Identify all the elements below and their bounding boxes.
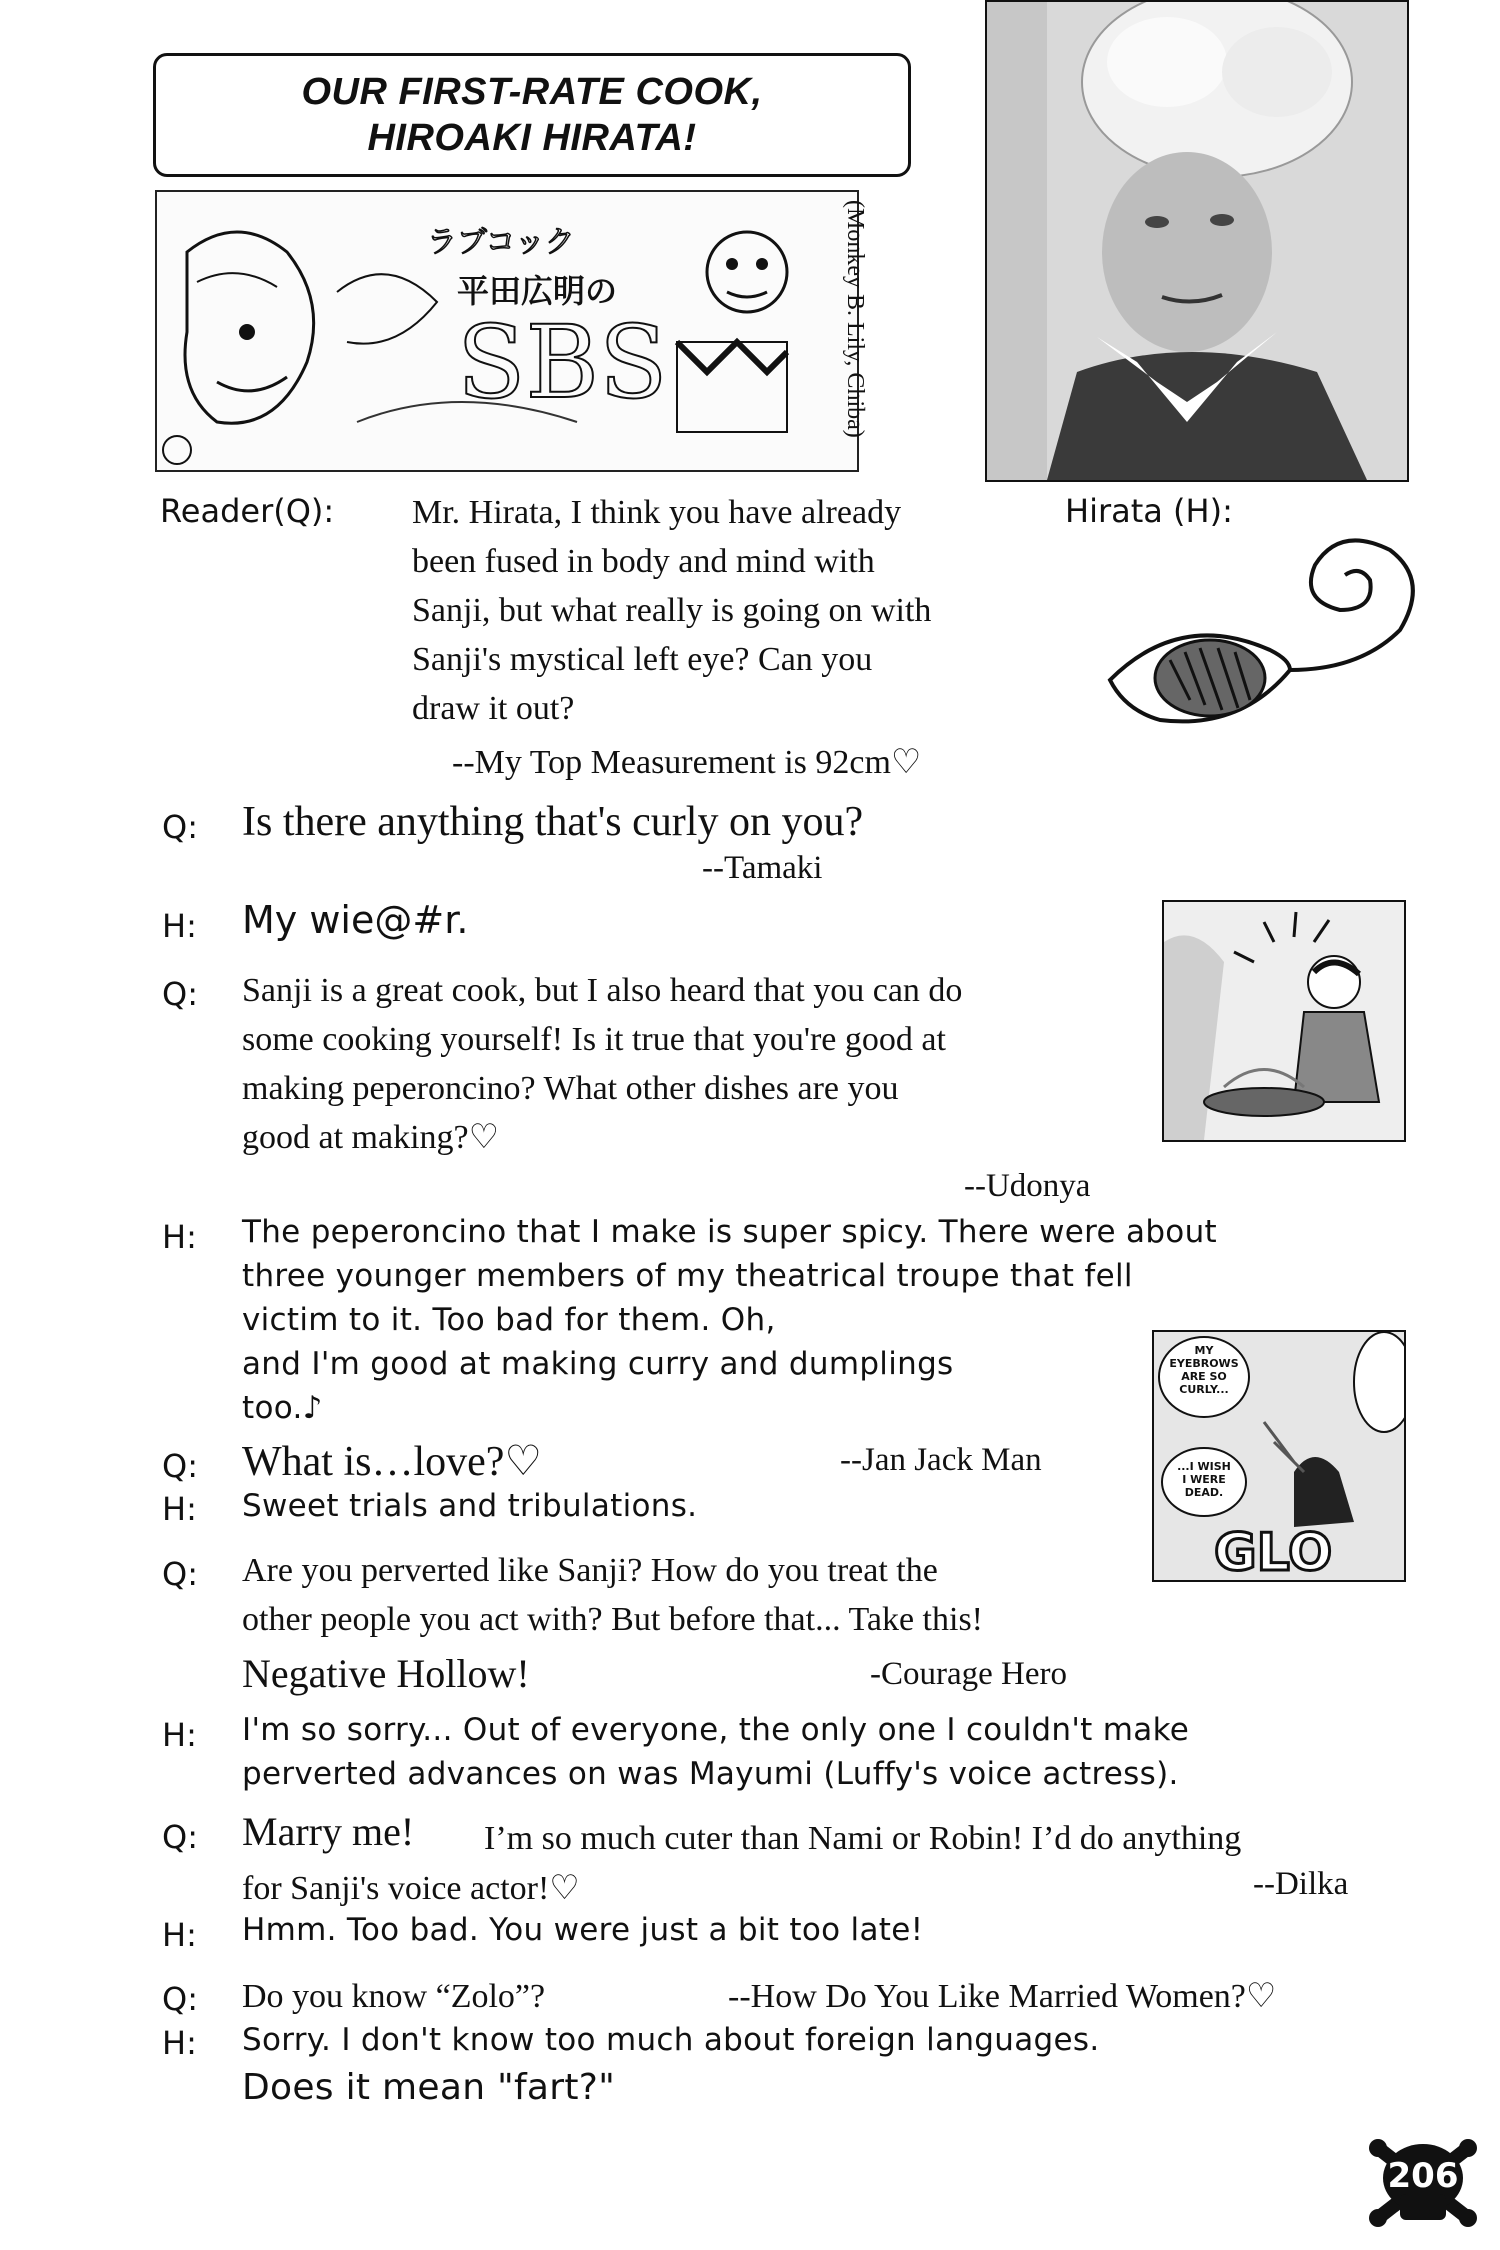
q1-line: Sanji, but what really is going on with xyxy=(412,592,932,629)
reader-label: Reader(Q): xyxy=(160,492,335,530)
q3-line: good at making?♡ xyxy=(242,1119,500,1156)
q5-special: Negative Hollow! xyxy=(242,1651,530,1696)
bubble-2-line: ...I WISH xyxy=(1177,1460,1231,1473)
q5-line: Are you perverted like Sanji? How do you treat the xyxy=(242,1552,938,1589)
q7-label: Q: xyxy=(162,1980,198,2018)
h7-label: H: xyxy=(162,2024,197,2062)
q1-line: Sanji's mystical left eye? Can you xyxy=(412,641,873,678)
h5-line: I'm so sorry... Out of everyone, the only one I couldn't make xyxy=(242,1712,1190,1748)
h3-line: and I'm good at making curry and dumplings xyxy=(242,1346,954,1382)
panel-cooking-illustration xyxy=(1164,902,1404,1140)
h7-line: Does it mean "fart?" xyxy=(242,2067,616,2108)
q4-text: What is…love?♡ xyxy=(242,1439,543,1485)
q1-line: draw it out? xyxy=(412,690,575,727)
title-box xyxy=(153,53,911,177)
h4-label: H: xyxy=(162,1490,197,1528)
h6-text: Hmm. Too bad. You were just a bit too late! xyxy=(242,1912,924,1948)
q3-line: making peperoncino? What other dishes are you xyxy=(242,1070,899,1107)
speech-bubble-2 xyxy=(1164,1460,1244,1499)
q6-lead: Marry me! xyxy=(242,1809,415,1854)
bubble-1-line: EYEBROWS xyxy=(1169,1357,1239,1370)
q2-label: Q: xyxy=(162,808,198,846)
speech-bubble-1 xyxy=(1164,1344,1244,1396)
q3-signature: --Udonya xyxy=(964,1168,1091,1204)
q2-text: Is there anything that's curly on you? xyxy=(242,799,864,845)
title-line-2: HIROAKI HIRATA! xyxy=(367,117,697,159)
sbs-banner-drawing xyxy=(155,190,859,472)
page-number-badge xyxy=(1368,2128,1478,2238)
h3-line: victim to it. Too bad for them. Oh, xyxy=(242,1302,776,1338)
q1-signature: --My Top Measurement is 92cm♡ xyxy=(452,744,922,781)
bubble-1-line: ARE SO xyxy=(1181,1370,1227,1383)
q1-line: Mr. Hirata, I think you have already xyxy=(412,494,902,531)
photo-illustration xyxy=(987,2,1407,480)
q3-line: some cooking yourself! Is it true that you're good at xyxy=(242,1021,946,1058)
h2-label: H: xyxy=(162,907,197,945)
bubble-1-line: MY xyxy=(1194,1344,1214,1357)
q5-label: Q: xyxy=(162,1555,198,1593)
q3-line: Sanji is a great cook, but I also heard that you can do xyxy=(242,972,963,1009)
banner-credit: (Monkey B. Lily, Chiba) xyxy=(842,200,868,438)
q1-text xyxy=(412,488,1052,733)
q2-signature: --Tamaki xyxy=(702,850,823,886)
h7-line: Sorry. I don't know too much about foreign languages. xyxy=(242,2022,1100,2058)
h4-text: Sweet trials and tribulations. xyxy=(242,1488,698,1524)
q6-label: Q: xyxy=(162,1818,198,1856)
h3-line: too.♪ xyxy=(242,1390,323,1426)
h5-text xyxy=(242,1708,1442,1796)
h3-line: three younger members of my theatrical troupe that fell xyxy=(242,1258,1133,1294)
q4-signature: --Jan Jack Man xyxy=(840,1442,1042,1478)
q3-text xyxy=(242,966,1142,1162)
h3-line: The peperoncino that I make is super spicy. There were about xyxy=(242,1214,1217,1250)
q4-label: Q: xyxy=(162,1447,198,1485)
title-line-1: OUR FIRST-RATE COOK, xyxy=(301,71,763,113)
svg-text:ラブコック: ラブコック xyxy=(427,225,575,260)
manga-panel-cooking xyxy=(1162,900,1406,1142)
sfx-text: GLO xyxy=(1214,1523,1333,1580)
q5-signature: -Courage Hero xyxy=(870,1656,1068,1692)
h6-label: H: xyxy=(162,1916,197,1954)
q5-text xyxy=(242,1546,1142,1644)
svg-text:平田広明の: 平田広明の xyxy=(457,272,618,310)
q6-rest: I’m so much cuter than Nami or Robin! I’d do anything xyxy=(484,1820,1242,1857)
h3-label: H: xyxy=(162,1218,197,1256)
h5-label: H: xyxy=(162,1716,197,1754)
q6-signature: --Dilka xyxy=(1253,1866,1349,1902)
h5-line: perverted advances on was Mayumi (Luffy's voice actress). xyxy=(242,1756,1179,1792)
q7-text: Do you know “Zolo”? xyxy=(242,1978,546,2015)
page-number: 206 xyxy=(1387,2156,1459,2196)
hirata-label: Hirata (H): xyxy=(1065,492,1233,530)
bubble-2-line: DEAD. xyxy=(1184,1486,1224,1499)
banner-illustration xyxy=(157,192,857,470)
bubble-2-line: I WERE xyxy=(1182,1473,1226,1486)
q3-label: Q: xyxy=(162,975,198,1013)
sanji-eye-drawing xyxy=(1100,520,1430,740)
q7-signature: --How Do You Like Married Women?♡ xyxy=(728,1978,1277,2015)
q1-line: been fused in body and mind with xyxy=(412,543,875,580)
q6-line2: for Sanji's voice actor!♡ xyxy=(242,1870,580,1907)
q5-line: other people you act with? But before that... Take this! xyxy=(242,1601,983,1638)
svg-text:SBS: SBS xyxy=(457,304,668,421)
h7-text xyxy=(242,2018,1392,2110)
h2-text: My wie@#r. xyxy=(242,898,469,942)
manga-panel-eyebrows xyxy=(1152,1330,1406,1582)
author-photo xyxy=(985,0,1409,482)
bubble-1-line: CURLY... xyxy=(1179,1383,1229,1396)
